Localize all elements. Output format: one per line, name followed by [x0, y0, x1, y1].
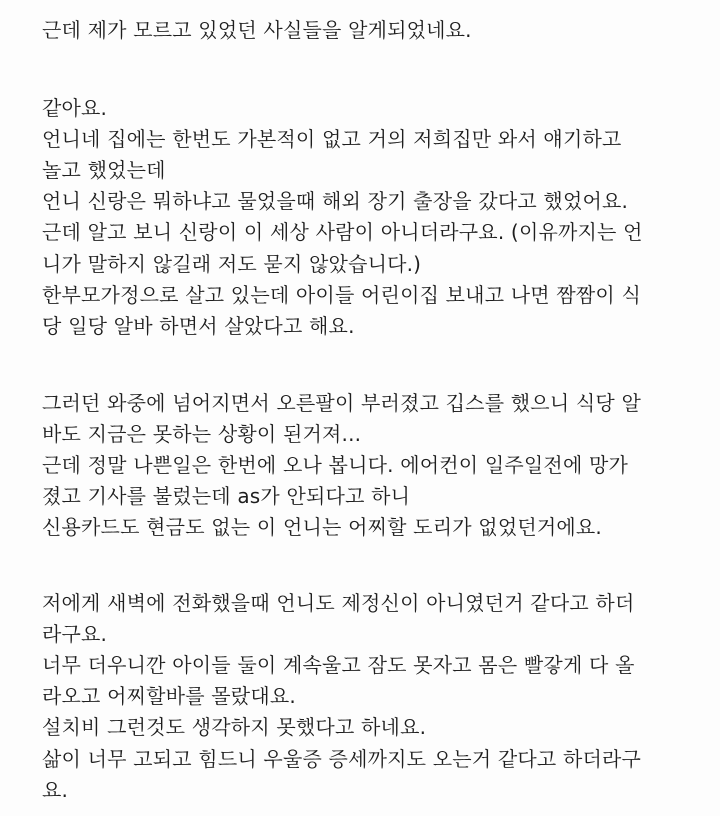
text-line: 졌고 기사를 불렀는데 as가 안되다고 하니 [42, 484, 411, 508]
text-line: 라구요. [42, 622, 108, 646]
text-line: 근데 정말 나쁜일은 한번에 오나 봅니다. 에어컨이 일주일전에 망가 [42, 453, 629, 477]
text-line: 설치비 그런것도 생각하지 못했다고 하네요. [42, 715, 427, 739]
text-line: 한부모가정으로 살고 있는데 아이들 어린이집 보내고 나면 짬짬이 식 [42, 283, 642, 307]
text-line: 삶이 너무 고되고 힘드니 우울증 증세까지도 오는거 같다고 하더라구 [42, 747, 642, 771]
text-line: 요. [42, 778, 69, 802]
text-line: 근데 제가 모르고 있었던 사실들을 알게되었네요. [42, 18, 472, 42]
text-line: 신용카드도 현금도 없는 이 언니는 어찌할 도리가 없었던거에요. [42, 515, 602, 539]
text-line: 같아요. [42, 96, 108, 120]
text-line: 놀고 했었는데 [42, 158, 166, 182]
text-line: 라오고 어찌할바를 몰랐대요. [42, 684, 296, 708]
text-line: 바도 지금은 못하는 상황이 된거져... [42, 422, 362, 446]
text-line: 언니 신랑은 뭐하냐고 물었을때 해외 장기 출장을 갔다고 했었어요. [42, 189, 629, 213]
text-line: 언니네 집에는 한번도 가본적이 없고 거의 저희집만 와서 얘기하고 [42, 127, 622, 151]
text-line: 당 일당 알바 하면서 살았다고 해요. [42, 314, 355, 338]
text-line: 그러던 와중에 넘어지면서 오른팔이 부러졌고 깁스를 했으니 식당 알 [42, 391, 642, 415]
text-line: 너무 더우니깐 아이들 둘이 계속울고 잠도 못자고 몸은 빨갛게 다 올 [42, 653, 635, 677]
text-line: 저에게 새벽에 전화했을때 언니도 제정신이 아니였던거 같다고 하더 [42, 591, 635, 615]
text-line: 니가 말하지 않길래 저도 묻지 않았습니다.) [42, 252, 422, 276]
text-line: 근데 알고 보니 신랑이 이 세상 사람이 아니더라구요. (이유까지는 언 [42, 220, 643, 244]
